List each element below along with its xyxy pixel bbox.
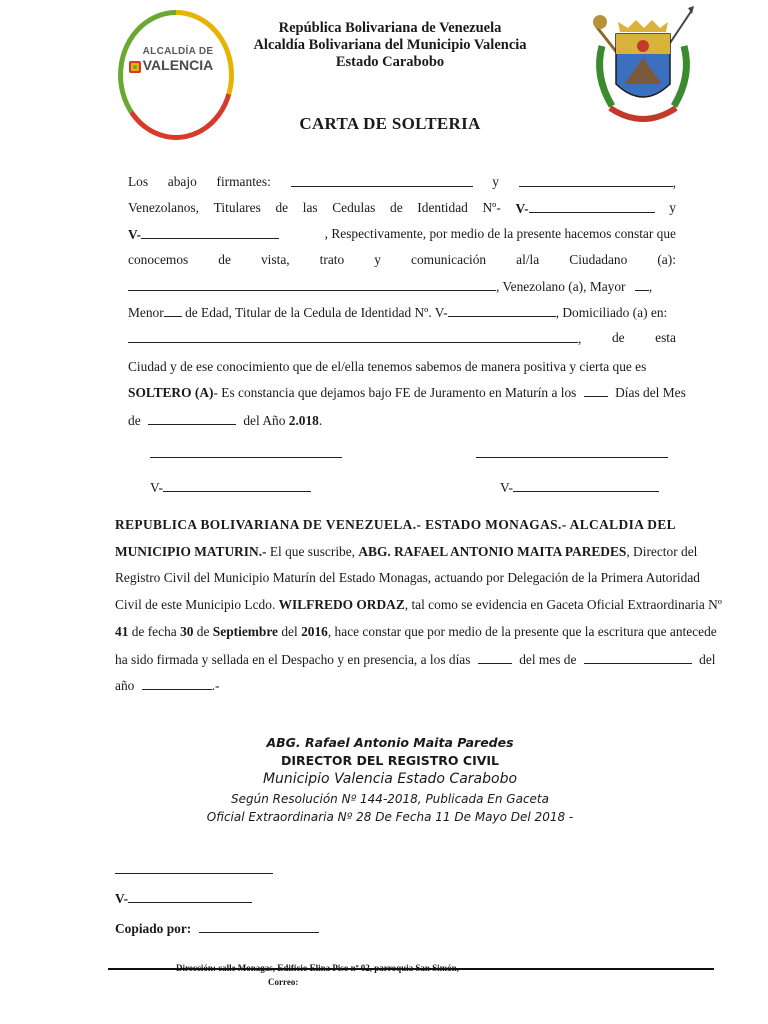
text: V-: [500, 480, 513, 495]
blank-field[interactable]: [142, 677, 212, 690]
text: y: [492, 174, 499, 189]
text: V-: [515, 201, 529, 216]
text: 41: [115, 624, 129, 639]
text: del: [699, 652, 716, 667]
text: del Año: [243, 413, 286, 428]
text: abajo: [167, 174, 197, 189]
text: firmantes:: [216, 174, 271, 189]
blank-field[interactable]: [128, 890, 252, 903]
copy-signature-line[interactable]: [115, 873, 273, 874]
text: Septiembre: [212, 624, 279, 639]
logo-text-line2: VALENCIA: [142, 57, 214, 73]
text: al/la: [516, 252, 540, 267]
text: Copiado por:: [115, 921, 192, 936]
text: conocemos: [128, 252, 189, 267]
notary-line-4: [115, 597, 722, 613]
blank-field[interactable]: [519, 174, 673, 187]
text: - Es constancia que dejamos bajo FE de Juramento en Maturín a los: [213, 385, 577, 400]
body-line-4: [128, 252, 676, 268]
text: Identidad: [417, 200, 468, 215]
blank-field[interactable]: [529, 200, 655, 213]
body-line-9: [128, 384, 686, 401]
signature-id-left: [150, 479, 350, 496]
copied-by-line: [115, 920, 675, 937]
text: vista,: [260, 252, 290, 267]
notary-line-3: Registro Civil del Municipio Maturín del Estado Monagas, actuando por Delegación de la Primera Autoridad: [115, 570, 700, 585]
text: de fecha: [128, 624, 181, 639]
text: año: [115, 678, 135, 693]
text: (a):: [657, 252, 676, 267]
body-line-5: [128, 278, 676, 295]
text: , Domiciliado (a) en:: [555, 305, 668, 320]
text: ,: [672, 175, 676, 190]
text: comunicación: [411, 252, 487, 267]
blank-field[interactable]: [164, 304, 182, 317]
text: de: [275, 200, 289, 215]
blank-field[interactable]: [584, 651, 692, 664]
footer-email: [268, 972, 298, 990]
body-line-7: [128, 330, 676, 347]
text: ha sido firmada y sellada en el Despacho y en presencia, a los días: [115, 652, 471, 667]
blank-field[interactable]: [478, 651, 512, 664]
header-line3: Estado Carabobo: [335, 54, 445, 70]
text: y: [374, 252, 381, 267]
signature-line-right[interactable]: [476, 457, 668, 458]
blank-field[interactable]: [448, 304, 556, 317]
text: .-: [211, 678, 220, 693]
text: El que suscribe,: [266, 544, 359, 559]
text: , Venezolano (a), Mayor: [496, 279, 626, 294]
text: Los: [128, 174, 149, 189]
text: ,: [578, 331, 582, 346]
logo-text: [130, 46, 226, 73]
text: Ciudadano: [569, 252, 628, 267]
text: Correo:: [268, 977, 299, 987]
text: de: [193, 624, 213, 639]
notary-line-5: [115, 624, 717, 640]
blank-field[interactable]: [141, 226, 279, 239]
text: Dirección: calle Monagas, Edificio Elina Piso nº 02, parroquia San Simón,: [176, 963, 459, 973]
text: de: [218, 252, 231, 267]
text: Cedulas: [332, 200, 376, 215]
text: V-: [115, 891, 129, 906]
director-resolution: Según Resolución Nº 144-2018, Publicada En Gaceta: [231, 792, 549, 806]
text: 2016: [301, 624, 328, 639]
text: Civil de este Municipio Lcdo.: [115, 597, 279, 612]
text: , tal como se evidencia en Gaceta Oficial Extraordinaria Nº: [404, 597, 722, 612]
text: MUNICIPIO MATURIN.-: [115, 544, 267, 559]
blank-field[interactable]: [584, 384, 608, 397]
body-line-10: [128, 412, 676, 429]
text: , Respectivamente, por medio de la presente hacemos constar que: [324, 226, 676, 241]
text: Venezolanos,: [128, 200, 200, 215]
text: .: [318, 413, 323, 428]
notary-line-1: REPUBLICA BOLIVARIANA DE VENEZUELA.- ESTADO MONAGAS.- ALCALDIA DEL: [115, 517, 677, 532]
bottom-id-line: [115, 890, 675, 907]
text: Titulares: [213, 200, 261, 215]
blank-field[interactable]: [513, 479, 659, 492]
text: trato: [319, 252, 345, 267]
signature-id-right: [500, 479, 680, 496]
text: y: [669, 200, 676, 215]
notary-line-7: [115, 677, 675, 694]
text: , Director del: [626, 544, 698, 559]
blank-field[interactable]: [128, 278, 496, 291]
signature-line-left[interactable]: [150, 457, 342, 458]
director-role: DIRECTOR DEL REGISTRO CIVIL: [280, 753, 500, 768]
coat-of-arms-icon: [588, 6, 698, 132]
blank-field[interactable]: [635, 278, 649, 291]
text: WILFREDO ORDAZ: [278, 597, 405, 612]
blank-field[interactable]: [199, 920, 319, 933]
body-line-6: [128, 304, 676, 321]
blank-field[interactable]: [291, 174, 473, 187]
director-gazette: Oficial Extraordinaria Nº 28 De Fecha 11 De Mayo Del 2018 -: [206, 810, 574, 824]
text: V-: [150, 480, 163, 495]
footer-address: [176, 958, 459, 976]
director-name: ABG. Rafael Antonio Maita Paredes: [266, 735, 514, 750]
text: 2.018: [288, 413, 319, 428]
blank-field[interactable]: [128, 330, 578, 343]
text: V-: [128, 227, 142, 242]
text: del: [278, 624, 302, 639]
blank-field[interactable]: [163, 479, 311, 492]
notary-line-6: [115, 651, 716, 668]
text: , hace constar que por medio de la presente que la escritura que antecede: [327, 624, 717, 639]
text: Nº-: [482, 200, 501, 215]
text: Menor: [128, 305, 164, 320]
text: ABG. RAFAEL ANTONIO MAITA PAREDES: [358, 544, 627, 559]
footer-rule: [108, 968, 714, 970]
body-line-1: [128, 174, 676, 191]
text: del mes de: [519, 652, 577, 667]
body-line-8: Ciudad y de ese conocimiento que de el/ella tenemos sabemos de manera positiva y cierta que es: [128, 359, 647, 374]
logo-ring: [118, 10, 234, 140]
director-municipality: Municipio Valencia Estado Carabobo: [262, 771, 518, 787]
text: de: [128, 413, 141, 428]
text: SOLTERO (A): [128, 385, 214, 400]
notary-line-2: [115, 544, 698, 560]
text: ,: [648, 279, 653, 294]
logo-text-line1: ALCALDÍA DE: [142, 46, 214, 57]
body-line-3: [128, 226, 676, 243]
text: de: [611, 330, 625, 345]
header-line1: República Bolivariana de Venezuela: [278, 20, 502, 36]
header-line2: Alcaldía Bolivariana del Municipio Valencia: [253, 37, 527, 53]
alcaldia-valencia-logo: [118, 10, 230, 134]
text: de: [390, 200, 403, 215]
text: Días del Mes: [615, 385, 686, 400]
text: de Edad, Titular de la Cedula de Identidad Nº. V-: [185, 305, 448, 320]
document-title: CARTA DE SOLTERIA: [299, 114, 481, 133]
blank-field[interactable]: [148, 412, 236, 425]
text: esta: [655, 330, 676, 345]
text: 30: [180, 624, 194, 639]
body-line-2: [128, 200, 676, 217]
text: las: [302, 200, 318, 215]
